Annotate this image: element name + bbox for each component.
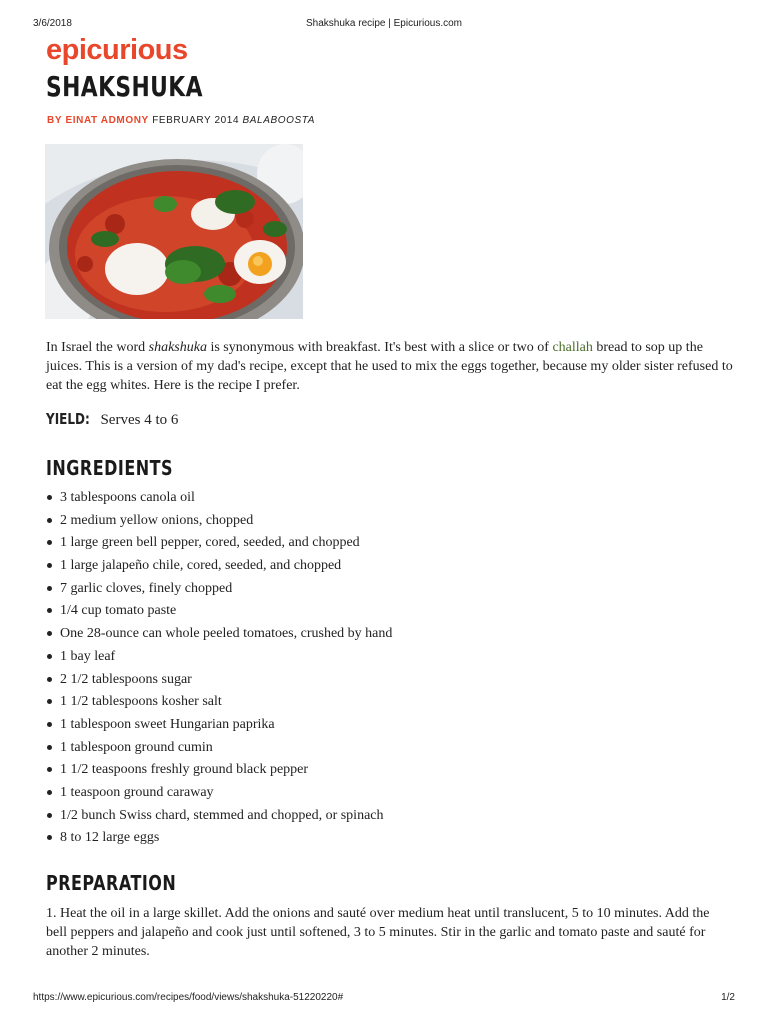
ingredient-item: 8 to 12 large eggs [46,828,726,851]
ingredient-item: 1 large jalapeño chile, cored, seeded, and chopped [46,556,726,579]
byline-prefix: BY [47,115,63,126]
author-link[interactable]: EINAT ADMONY [65,115,149,126]
ingredient-item: 1/4 cup tomato paste [46,601,726,624]
ingredient-item: 2 1/2 tablespoons sugar [46,670,726,693]
recipe-intro: In Israel the word shakshuka is synonymous with breakfast. It's best with a slice or two of challah bread to sop up the juices. This is a version of my dad's recipe, except that he used to mix the eggs together, because my older sister refused to eat the egg whites. Here is the recipe I prefer. [46,340,733,393]
ingredient-item: 1/2 bunch Swiss chard, stemmed and chopped, or spinach [46,806,726,829]
publication-link[interactable]: BALABOOSTA [242,115,316,126]
ingredient-item: 1 bay leaf [46,647,726,670]
yield-value: Serves 4 to 6 [100,412,179,428]
byline [47,115,315,126]
epicurious-logo[interactable]: epicurious [46,34,188,66]
publish-date: FEBRUARY 2014 [152,115,240,126]
shakshuka-pan-illustration [45,144,303,319]
print-url: https://www.epicurious.com/recipes/food/views/shakshuka-51220220# [33,992,344,1003]
page-number: 1/2 [721,992,735,1003]
ingredients-list [46,488,726,851]
ingredient-item: 1 1/2 tablespoons kosher salt [46,692,726,715]
preparation-step: 1. Heat the oil in a large skillet. Add the onions and sauté over medium heat until translucent, 5 to 10 minutes. Add the bell peppers and jalapeño and cook just until softened, 3 to 5 minutes. Stir in the garlic and tomato paste and sauté for another 2 minutes. [46,906,710,959]
print-page-title: Shakshuka recipe | Epicurious.com [305,18,462,29]
ingredient-item: One 28-ounce can whole peeled tomatoes, crushed by hand [46,624,726,647]
ingredient-item: 3 tablespoons canola oil [46,488,726,511]
ingredient-item: 2 medium yellow onions, chopped [46,511,726,534]
preparation-heading: PREPARATION [46,871,177,895]
challah-link[interactable]: challah [552,340,593,355]
intro-italic-word: shakshuka [148,340,207,355]
ingredient-item: 1 tablespoon sweet Hungarian paprika [46,715,726,738]
ingredient-item: 1 teaspoon ground caraway [46,783,726,806]
ingredient-item: 7 garlic cloves, finely chopped [46,579,726,602]
yield [46,410,178,429]
ingredient-item: 1 tablespoon ground cumin [46,738,726,761]
ingredient-item: 1 1/2 teaspoons freshly ground black pepper [46,760,726,783]
ingredient-item: 1 large green bell pepper, cored, seeded, and chopped [46,533,726,556]
ingredients-heading: INGREDIENTS [46,456,173,480]
recipe-photo [45,144,303,319]
print-date: 3/6/2018 [33,18,72,29]
yield-label: YIELD: [46,410,90,428]
recipe-title: SHAKSHUKA [46,70,203,103]
